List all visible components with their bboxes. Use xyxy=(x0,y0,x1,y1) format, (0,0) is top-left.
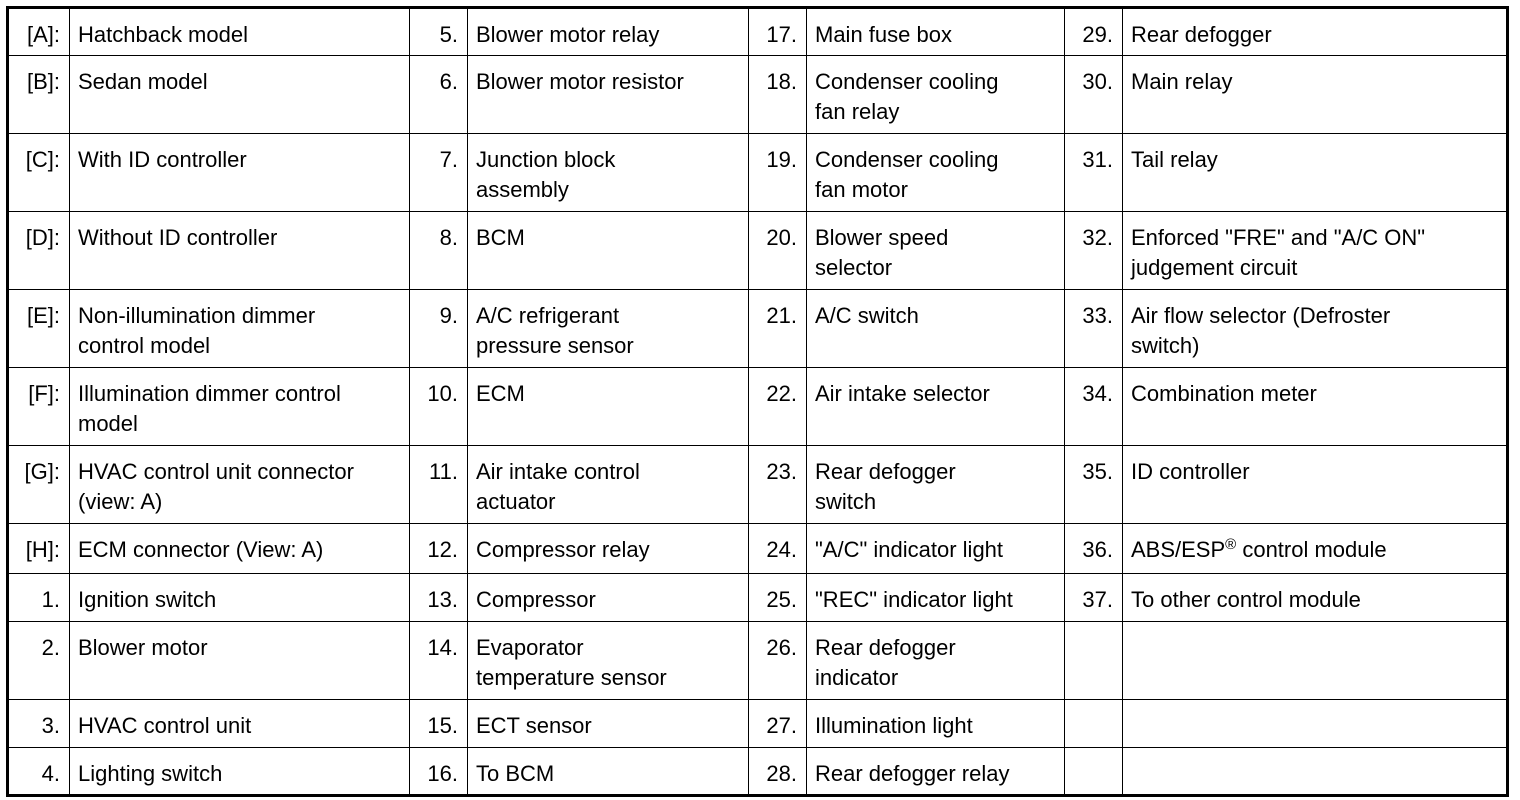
legend-item-description: Blower motor resistor xyxy=(468,56,749,134)
legend-item-description: HVAC control unit connector (view: A) xyxy=(70,446,410,524)
table-row xyxy=(8,368,1508,446)
legend-body xyxy=(8,8,1508,796)
legend-item-number: 3. xyxy=(8,700,70,748)
legend-item-description-text: ABS/ESP xyxy=(1131,537,1226,562)
legend-item-number: 18. xyxy=(749,56,807,134)
legend-item-description xyxy=(1123,700,1508,748)
legend-item-number: 25. xyxy=(749,574,807,622)
table-row xyxy=(8,622,1508,700)
legend-item-description: Compressor xyxy=(468,574,749,622)
registered-mark: ® xyxy=(1225,536,1237,553)
legend-item-description: Rear defogger indicator xyxy=(807,622,1065,700)
legend-item-description: To BCM xyxy=(468,748,749,796)
legend-item-description: ECM xyxy=(468,368,749,446)
legend-item-number: 1. xyxy=(8,574,70,622)
legend-item-description: Lighting switch xyxy=(70,748,410,796)
legend-item-description: Condenser cooling fan relay xyxy=(807,56,1065,134)
legend-item-description: Blower motor xyxy=(70,622,410,700)
table-row xyxy=(8,8,1508,56)
legend-item-number: 5. xyxy=(410,8,468,56)
legend-item-description: Compressor relay xyxy=(468,524,749,574)
legend-item-description: Non-illumination dimmer control model xyxy=(70,290,410,368)
legend-item-number xyxy=(1065,700,1123,748)
legend-item-description: Air flow selector (Defroster switch) xyxy=(1123,290,1508,368)
legend-item-number: 17. xyxy=(749,8,807,56)
legend-item-description: Rear defogger switch xyxy=(807,446,1065,524)
legend-item-number: [D]: xyxy=(8,212,70,290)
table-row xyxy=(8,700,1508,748)
table-row xyxy=(8,56,1508,134)
table-row xyxy=(8,212,1508,290)
legend-item-description: Air intake selector xyxy=(807,368,1065,446)
legend-item-description: "A/C" indicator light xyxy=(807,524,1065,574)
legend-item-number: 24. xyxy=(749,524,807,574)
legend-item-description: Ignition switch xyxy=(70,574,410,622)
legend-item-number: 29. xyxy=(1065,8,1123,56)
legend-item-description: BCM xyxy=(468,212,749,290)
legend-item-number: 16. xyxy=(410,748,468,796)
legend-item-number: 4. xyxy=(8,748,70,796)
legend-item-number xyxy=(1065,622,1123,700)
legend-item-description: Tail relay xyxy=(1123,134,1508,212)
table-row xyxy=(8,748,1508,796)
legend-item-description: Illumination light xyxy=(807,700,1065,748)
legend-item-number: 14. xyxy=(410,622,468,700)
legend-item-description: ECM connector (View: A) xyxy=(70,524,410,574)
legend-item-number: [G]: xyxy=(8,446,70,524)
legend-item-description: Main relay xyxy=(1123,56,1508,134)
table-row xyxy=(8,524,1508,574)
legend-item-description: Rear defogger relay xyxy=(807,748,1065,796)
legend-item-number: 6. xyxy=(410,56,468,134)
table-row xyxy=(8,290,1508,368)
legend-item-description xyxy=(1123,524,1508,574)
legend-item-number: 23. xyxy=(749,446,807,524)
legend-item-description: Hatchback model xyxy=(70,8,410,56)
legend-item-number: 15. xyxy=(410,700,468,748)
legend-item-number: [B]: xyxy=(8,56,70,134)
legend-item-number: [H]: xyxy=(8,524,70,574)
legend-item-description: HVAC control unit xyxy=(70,700,410,748)
legend-item-number: 2. xyxy=(8,622,70,700)
legend-item-number: 19. xyxy=(749,134,807,212)
legend-item-number: 32. xyxy=(1065,212,1123,290)
legend-item-number: 37. xyxy=(1065,574,1123,622)
legend-item-description: Main fuse box xyxy=(807,8,1065,56)
legend-item-number: 26. xyxy=(749,622,807,700)
legend-item-number xyxy=(1065,748,1123,796)
legend-item-description: ECT sensor xyxy=(468,700,749,748)
legend-item-number: 27. xyxy=(749,700,807,748)
legend-item-number: [C]: xyxy=(8,134,70,212)
legend-item-description-text: control module xyxy=(1236,537,1387,562)
legend-item-description: Air intake control actuator xyxy=(468,446,749,524)
legend-item-number: 9. xyxy=(410,290,468,368)
legend-item-number: 13. xyxy=(410,574,468,622)
legend-item-description: Sedan model xyxy=(70,56,410,134)
legend-item-number: 22. xyxy=(749,368,807,446)
legend-item-number: 20. xyxy=(749,212,807,290)
table-row xyxy=(8,446,1508,524)
legend-item-description: Combination meter xyxy=(1123,368,1508,446)
legend-item-number: 7. xyxy=(410,134,468,212)
legend-item-number: 34. xyxy=(1065,368,1123,446)
legend-item-number: 8. xyxy=(410,212,468,290)
legend-item-description: ID controller xyxy=(1123,446,1508,524)
table-row xyxy=(8,134,1508,212)
legend-item-description: Rear defogger xyxy=(1123,8,1508,56)
legend-item-number: 11. xyxy=(410,446,468,524)
legend-item-description xyxy=(1123,748,1508,796)
legend-item-number: [A]: xyxy=(8,8,70,56)
legend-item-description: Blower motor relay xyxy=(468,8,749,56)
legend-item-number: 36. xyxy=(1065,524,1123,574)
legend-item-number: 12. xyxy=(410,524,468,574)
legend-item-description: Evaporator temperature sensor xyxy=(468,622,749,700)
legend-item-number: 33. xyxy=(1065,290,1123,368)
legend-item-description: Junction block assembly xyxy=(468,134,749,212)
table-row xyxy=(8,574,1508,622)
legend-item-description: With ID controller xyxy=(70,134,410,212)
legend-item-description: To other control module xyxy=(1123,574,1508,622)
legend-item-number: [E]: xyxy=(8,290,70,368)
legend-item-number: 35. xyxy=(1065,446,1123,524)
legend-item-description: Condenser cooling fan motor xyxy=(807,134,1065,212)
legend-item-description: Without ID controller xyxy=(70,212,410,290)
legend-item-description xyxy=(1123,622,1508,700)
legend-item-description: A/C refrigerant pressure sensor xyxy=(468,290,749,368)
legend-table xyxy=(6,6,1509,797)
legend-item-number: 21. xyxy=(749,290,807,368)
legend-item-description: Illumination dimmer control model xyxy=(70,368,410,446)
legend-item-description: "REC" indicator light xyxy=(807,574,1065,622)
legend-item-number: 30. xyxy=(1065,56,1123,134)
legend-item-description: Blower speed selector xyxy=(807,212,1065,290)
legend-item-number: 10. xyxy=(410,368,468,446)
legend-item-number: 28. xyxy=(749,748,807,796)
legend-item-number: 31. xyxy=(1065,134,1123,212)
legend-item-number: [F]: xyxy=(8,368,70,446)
legend-item-description: A/C switch xyxy=(807,290,1065,368)
legend-item-description: Enforced "FRE" and "A/C ON" judgement circuit xyxy=(1123,212,1508,290)
